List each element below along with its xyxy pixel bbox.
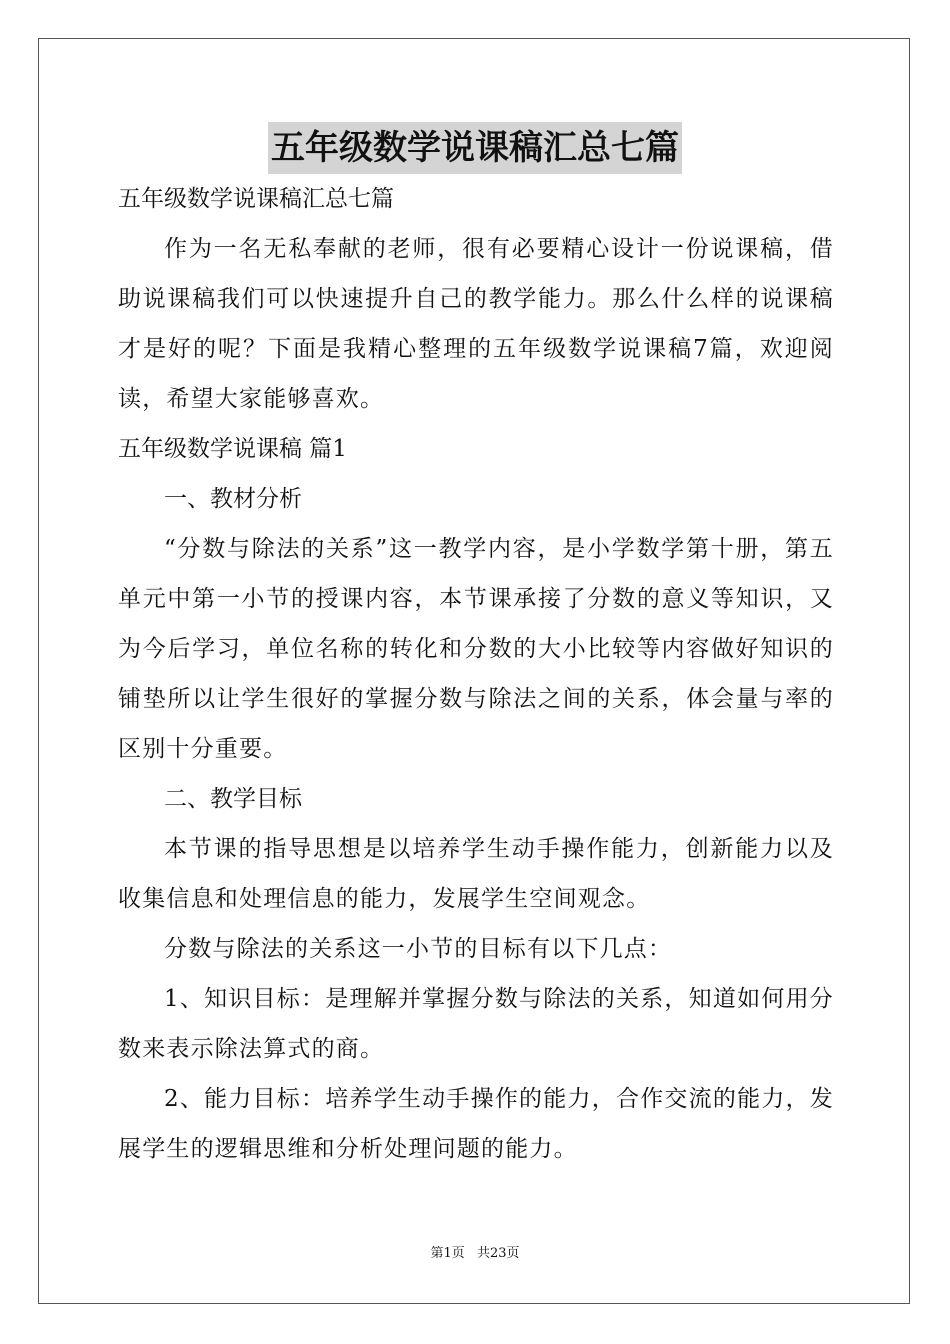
page-number: 第1页: [430, 1246, 465, 1261]
document-title: 五年级数学说课稿汇总七篇: [268, 122, 682, 174]
ability-goal-paragraph: 2、能力目标：培养学生动手操作的能力，合作交流的能力，发展学生的逻辑思维和分析处理问题的能力。: [118, 1086, 834, 1162]
knowledge-goal-paragraph: 1、知识目标：是理解并掌握分数与除法的关系，知道如何用分数来表示除法算式的商。: [118, 986, 834, 1062]
section-heading: 五年级数学说课稿 篇1: [118, 436, 347, 462]
page-footer: [0, 1244, 950, 1264]
heading-textbook-analysis: 一、教材分析: [164, 486, 302, 512]
title-area: [0, 122, 950, 174]
guiding-idea-paragraph: 本节课的指导思想是以培养学生动手操作能力，创新能力以及收集信息和处理信息的能力，发展学生空间观念。: [118, 836, 834, 912]
intro-paragraph: 作为一名无私奉献的老师，很有必要精心设计一份说课稿，借助说课稿我们可以快速提升自己的教学能力。那么什么样的说课稿才是好的呢？下面是我精心整理的五年级数学说课稿7篇，欢迎阅读，希望大家能够喜欢。: [118, 236, 834, 412]
textbook-analysis-paragraph: “分数与除法的关系”这一教学内容，是小学数学第十册，第五单元中第一小节的授课内容，本节课承接了分数的意义等知识，又为今后学习，单位名称的转化和分数的大小比较等内容做好知识的铺垫所以让学生很好的掌握分数与除法之间的关系，体会量与率的区别十分重要。: [118, 536, 834, 762]
document-body: [118, 174, 834, 1174]
document-subtitle: 五年级数学说课稿汇总七篇: [118, 186, 394, 212]
page-total: 共23页: [476, 1246, 520, 1261]
heading-teaching-goals: 二、教学目标: [164, 786, 302, 812]
goals-intro-paragraph: 分数与除法的关系这一小节的目标有以下几点：: [164, 936, 673, 962]
